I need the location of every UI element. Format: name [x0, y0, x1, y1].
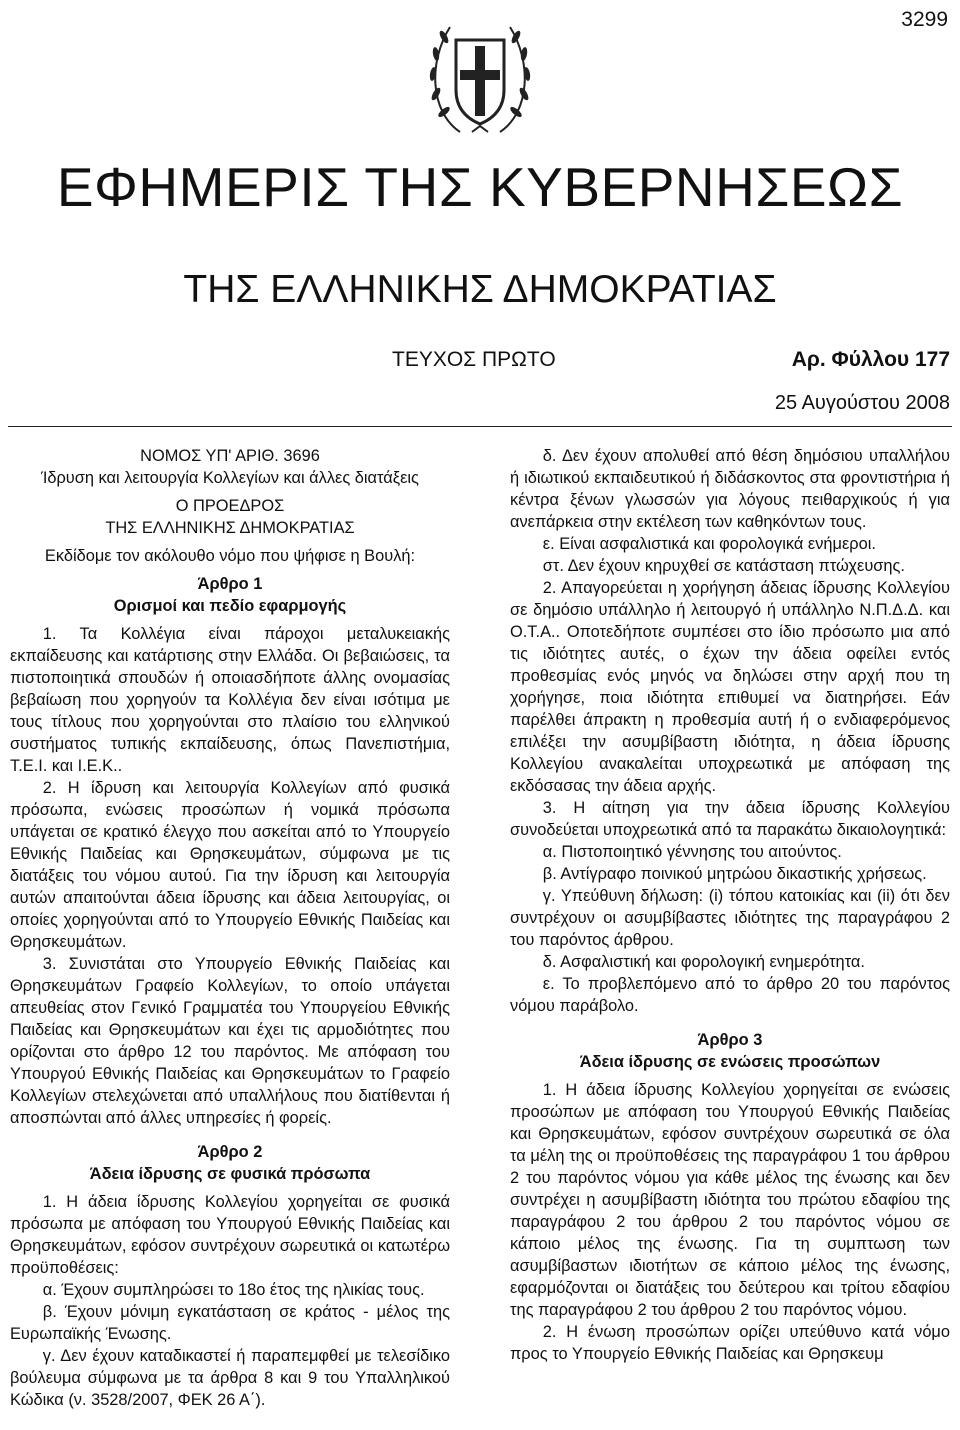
- issue-date: 25 Αυγούστου 2008: [774, 392, 950, 414]
- article-2-paragraph-1: 1. Η άδεια ίδρυσης Κολλεγίου χορηγείται σε φυσικά πρόσωπα με απόφαση του Υπουργού Εθνικής Παιδείας και Θρησκευμάτων, εφόσον συντρέχουν σωρευτικά οι κατωτέρω προϋποθέσεις:: [10, 1193, 450, 1277]
- page-number: 3299: [901, 8, 948, 31]
- left-column: [10, 445, 450, 1411]
- article-2-paragraph-3-item-d: δ. Ασφαλιστική και φορολογική ενημερότητα.: [542, 953, 865, 971]
- article-3-paragraph-1: 1. Η άδεια ίδρυσης Κολλεγίου χορηγείται σε ενώσεις προσώπων με απόφαση του Υπουργού Εθνικής Παιδείας και Θρησκευμάτων, εφόσον συντρέχουν σωρευτικά σε όλα τα μέλη της οι προϋποθέσεις της παραγράφου 1 του άρθρου 2 του παρόντος νόμου για κάθε μέλος της ένωσης και δεν συντρέχει η ασυμβίβαστη ιδιότητα του πρώτου εδαφίου της παραγράφου 2 του άρθρου 2 του παρόντος νόμου σε κάποιο μέλος της ένωσης. Για τη συμπτωση των ασυμβίβαστων ιδιοτήτων σε κάποιο μέλος της ένωσης, εφαρμόζονται οι διατάξεις του δεύτερου και τρίτου εδαφίου της παραγράφου 2 του άρθρου 2 του παρόντος νόμου.: [510, 1081, 950, 1319]
- gazette-subtitle: ΤΗΣ ΕΛΛΗΝΙΚΗΣ ΔΗΜΟΚΡΑΤΙΑΣ: [183, 268, 777, 311]
- article-2-paragraph-3-item-c: γ. Υπεύθυνη δήλωση: (i) τόπου κατοικίας και (ii) ότι δεν συντρέχουν οι ασυμβίβαστες ιδιότητες της παραγράφου 2 του παρόντος άρθρου.: [510, 887, 950, 949]
- promulgation-formula: Εκδίδομε τον ακόλουθο νόμο που ψήφισε η Βουλή:: [44, 547, 416, 565]
- article-3-paragraph-2: 2. Η ένωση προσώπων ορίζει υπεύθυνο κατά νόμο προς το Υπουργείο Εθνικής Παιδείας και Θρησκευμ: [510, 1323, 950, 1363]
- article-1-heading: Άρθρο 1: [197, 575, 263, 593]
- article-2-paragraph-3-item-b: β. Αντίγραφο ποινικού μητρώου δικαστικής χρήσεως.: [542, 865, 927, 883]
- issue-sheet-number: Αρ. Φύλλου 177: [791, 348, 950, 371]
- president-line-1: Ο ΠΡΟΕΔΡΟΣ: [175, 497, 285, 515]
- article-2-item-e: ε. Είναι ασφαλιστικά και φορολογικά ενήμεροι.: [542, 535, 876, 553]
- law-title: Ίδρυση και λειτουργία Κολλεγίων και άλλες διατάξεις: [41, 469, 419, 487]
- article-2-item-d: δ. Δεν έχουν απολυθεί από θέση δημόσιου υπαλλήλου ή ιδιωτικού εκπαιδευτικού ή διδάσκοντος στα φροντιστήρια ή κέντρα ξένων γλωσσών για λόγους πειθαρχικούς ή για ανεπάρκεια στην εκτέλεση των καθηκόντων τους.: [510, 447, 950, 531]
- issue-series: ΤΕΥΧΟΣ ΠΡΩΤΟ: [392, 348, 556, 371]
- article-3-title: Άδεια ίδρυσης σε ενώσεις προσώπων: [579, 1053, 881, 1071]
- issue-line: [0, 348, 960, 378]
- coat-of-arms-emblem: [420, 2, 540, 142]
- article-2-item-c: γ. Δεν έχουν καταδικαστεί ή παραπεμφθεί με τελεσίδικο βούλευμα σύμφωνα με τα άρθρα 8 και 9 του Υπαλληλικού Κώδικα (ν. 3528/2007, ΦΕΚ 26 Α΄).: [10, 1347, 450, 1409]
- article-1-paragraph-2: 2. Η ίδρυση και λειτουργία Κολλεγίων από φυσικά πρόσωπα, ενώσεις προσώπων ή νομικά πρόσωπα υπάγεται σε κρατικό έλεγχο που ασκείται από το Υπουργείο Εθνικής Παιδείας και Θρησκευμάτων, σύμφωνα με τις διατάξεις του νόμου αυτού. Για την ίδρυση και λειτουργία αυτών απαιτούνται άδεια ίδρυσης και άδεια λειτουργίας, οι οποίες χορηγούνται από το Υπουργείο Εθνικής Παιδείας και Θρησκευμάτων.: [10, 779, 450, 951]
- right-column: [510, 445, 950, 1365]
- gazette-title: ΕΦΗΜΕΡΙΣ ΤΗΣ ΚΥΒΕΡΝΗΣΕΩΣ: [56, 156, 904, 218]
- article-2-item-st: στ. Δεν έχουν κηρυχθεί σε κατάσταση πτώχευσης.: [542, 557, 905, 575]
- article-2-paragraph-3-item-e: ε. Το προβλεπόμενο από το άρθρο 20 του παρόντος νόμου παράβολο.: [510, 975, 950, 1015]
- article-1-title: Ορισμοί και πεδίο εφαρμογής: [113, 597, 347, 615]
- president-line-2: ΤΗΣ ΕΛΛΗΝΙΚΗΣ ΔΗΜΟΚΡΑΤΙΑΣ: [105, 519, 355, 537]
- article-2-paragraph-3: 3. Η αίτηση για την άδεια ίδρυσης Κολλεγίου συνοδεύεται υποχρεωτικά από τα παρακάτω δικαιολογητικά:: [510, 799, 950, 839]
- article-1-paragraph-3: 3. Συνιστάται στο Υπουργείο Εθνικής Παιδείας και Θρησκευμάτων Γραφείο Κολλεγίων, το οποίο υπάγεται απευθείας στον Γενικό Γραμματέα του Υπουργείου Εθνικής Παιδείας και Θρησκευμάτων και έχει τις αρμοδιότητες που ορίζονται στο άρθρο 12 του παρόντος. Με απόφαση του Υπουργού Εθνικής Παιδείας και Θρησκευμάτων το Γραφείο Κολλεγίων στελεχώνεται από υπαλλήλους που διατίθενται ή αποσπώνται από άλλες υπηρεσίες ή φορείς.: [10, 955, 450, 1127]
- article-1-paragraph-1: 1. Τα Κολλέγια είναι πάροχοι μεταλυκειακής εκπαίδευσης και κατάρτισης στην Ελλάδα. Οι βεβαιώσεις, τα πιστοποιητικά σπουδών ή οποιασδήποτε άλλης ονομασίας βεβαίωση που χορηγούν τα Κολλέγια δεν είναι ισότιμα με τους τίτλους που χορηγούνται στο πλαίσιο του ελληνικού συστήματος τυπικής εκπαίδευσης, όπως Πανεπιστήμια, Τ.Ε.Ι. και Ι.Ε.Κ..: [10, 625, 450, 775]
- article-2-paragraph-3-item-a: α. Πιστοποιητικό γέννησης του αιτούντος.: [542, 843, 842, 861]
- law-number: ΝΟΜΟΣ ΥΠ' ΑΡΙΘ. 3696: [140, 447, 320, 465]
- article-3-heading: Άρθρο 3: [697, 1031, 763, 1049]
- article-2-item-a: α. Έχουν συμπληρώσει το 18ο έτος της ηλικίας τους.: [42, 1281, 425, 1299]
- article-2-title: Άδεια ίδρυσης σε φυσικά πρόσωπα: [89, 1165, 371, 1183]
- header-rule: [8, 426, 952, 427]
- article-2-heading: Άρθρο 2: [197, 1143, 263, 1161]
- article-2-paragraph-2: 2. Απαγορεύεται η χορήγηση άδειας ίδρυσης Κολλεγίου σε δημόσιο υπάλληλο ή λειτουργό ή υπάλληλο Ν.Π.Δ.Δ. και Ο.Τ.Α.. Οποτεδήποτε συμπέσει στο ίδιο πρόσωπο μια από τις ιδιότητες αυτές, ο έχων την άδεια οφείλει εντός προθεσμίας ενός μηνός να δηλώσει στην αρχή που τη χορήγησε, ποια ιδιότητα επιθυμεί να διατηρήσει. Εάν παρέλθει άπρακτη η προθεσμία αυτή ή ο ενδιαφερόμενος επιλέξει την ασυμβίβαστη ιδιότητα, η άδεια ίδρυσης Κολλεγίου ανακαλείται υποχρεωτικά με απόφαση της εκδόσασας την άδεια αρχής.: [510, 579, 950, 795]
- article-2-item-b: β. Έχουν μόνιμη εγκατάσταση σε κράτος - μέλος της Ευρωπαϊκής Ένωσης.: [10, 1303, 450, 1343]
